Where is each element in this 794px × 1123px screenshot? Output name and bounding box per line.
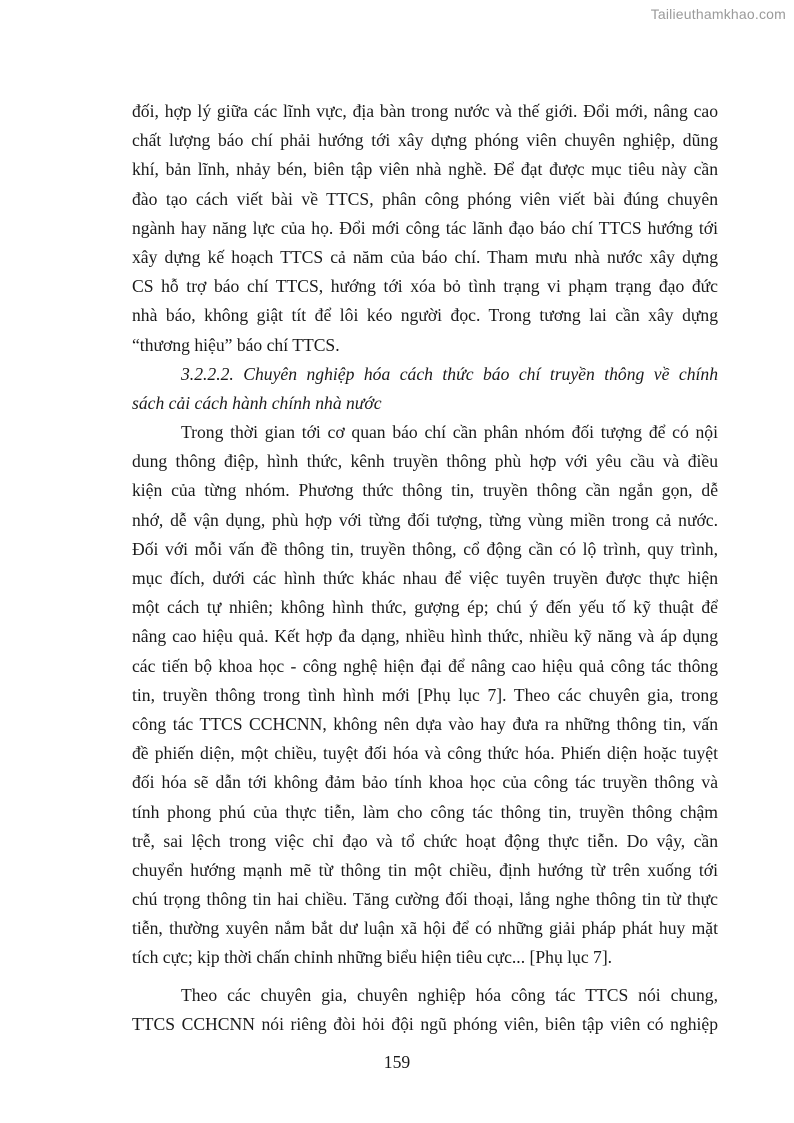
text-line: Đối với mỗi vấn đề thông tin, truyền thông, cổ động cần có lộ trình, quy trình,: [132, 538, 718, 559]
page-number: 159: [383, 1052, 411, 1072]
text-line: mục đích, dưới các hình thức khác nhau để việc tuyên truyền được thực hiện: [132, 568, 718, 588]
text-line: nhà báo, không giật tít để lôi kéo người đọc. Trong tương lai cần xây dựng: [132, 305, 718, 326]
paragraph-spacer: [132, 973, 718, 981]
text-line: công tác TTCS CCHCNN, không nên dựa vào hay đưa ra những thông tin, vấn: [132, 713, 718, 734]
text-line: đào tạo cách viết bài về TTCS, phân công phóng viên viết bài đúng chuyên: [132, 188, 718, 209]
text-line: đối, hợp lý giữa các lĩnh vực, địa bàn trong nước và thế giới. Đổi mới, nâng cao: [132, 101, 718, 121]
text-line: chất lượng báo chí phải hướng tới xây dựng phóng viên chuyên nghiệp, dũng: [132, 130, 718, 151]
text-line: đề phiến diện, một chiều, tuyệt đối hóa và công thức hóa. Phiến diện hoặc tuyệt: [132, 743, 718, 764]
text-line: nhớ, dễ vận dụng, phù hợp với từng đối tượng, từng vùng miền trong cả nước.: [132, 509, 718, 530]
paragraph-1: [132, 97, 718, 360]
text-line: tích cực; kịp thời chấn chỉnh những biểu hiện tiêu cực... [Phụ lục 7].: [132, 947, 613, 968]
text-line: Theo các chuyên gia, chuyên nghiệp hóa công tác TTCS nói chung,: [181, 984, 718, 1005]
section-heading: [132, 360, 718, 418]
paragraph-3: [132, 981, 718, 1039]
text-line: ngành hay năng lực của họ. Đổi mới công tác lãnh đạo báo chí TTCS hướng tới: [132, 217, 718, 238]
text-line: kiện của từng nhóm. Phương thức thông tin, truyền thông cần ngắn gọn, dễ: [132, 480, 718, 501]
text-line: các tiến bộ khoa học - công nghệ hiện đại để nâng cao hiệu quả công tác thông: [132, 655, 718, 676]
text-line: khí, bản lĩnh, nhảy bén, biên tập viên nhà nghề. Để đạt được mục tiêu này cần: [132, 159, 718, 180]
text-line: nâng cao hiệu quả. Kết hợp đa dạng, nhiều hình thức, nhiều kỹ năng và áp dụng: [132, 626, 718, 647]
text-line: đối hóa sẽ dẫn tới không đảm bảo tính khoa học của công tác truyền thông và: [132, 772, 718, 793]
text-line: dung thông điệp, hình thức, kênh truyền thông phù hợp với yêu cầu và điều: [132, 451, 718, 472]
text-line: chú trọng thông tin hai chiều. Tăng cường đối thoại, lắng nghe thông tin từ thực: [132, 889, 718, 910]
heading-line: sách cải cách hành chính nhà nước: [132, 392, 382, 413]
paragraph-2: [132, 418, 718, 973]
text-line: tính phong phú của thực tiễn, làm cho công tác thông tin, truyền thông chậm: [132, 801, 718, 822]
text-line: xây dựng kế hoạch TTCS cả năm của báo chí. Tham mưu nhà nước xây dựng: [132, 246, 718, 267]
heading-line: 3.2.2.2. Chuyên nghiệp hóa cách thức báo chí truyền thông về chính: [181, 363, 718, 384]
text-line: CS hỗ trợ báo chí TTCS, hướng tới xóa bỏ tình trạng vi phạm trạng đạo đức: [132, 276, 718, 297]
text-line: một cách tự nhiên; không hình thức, gượng ép; chú ý đến yếu tố kỹ thuật để: [132, 597, 718, 618]
text-line: TTCS CCHCNN nói riêng đòi hỏi đội ngũ phóng viên, biên tập viên có nghiệp: [132, 1013, 718, 1034]
page-body: [132, 97, 718, 1039]
text-line: tiễn, thường xuyên nắm bắt dư luận xã hội để có những giải pháp phát huy mặt: [132, 918, 718, 939]
text-line: “thương hiệu” báo chí TTCS.: [132, 334, 340, 355]
text-line: chuyển hướng mạnh mẽ từ thông tin một chiều, định hướng từ trên xuống tới: [132, 859, 718, 880]
watermark-text: Tailieuthamkhao.com: [650, 6, 786, 22]
text-line: trễ, sai lệch trong việc chỉ đạo và tổ chức hoạt động thực tiễn. Do vậy, cần: [132, 830, 718, 851]
text-line: tin, truyền thông trong tình hình mới [Phụ lục 7]. Theo các chuyên gia, trong: [132, 684, 718, 705]
text-line: Trong thời gian tới cơ quan báo chí cần phân nhóm đối tượng để có nội: [181, 422, 718, 443]
